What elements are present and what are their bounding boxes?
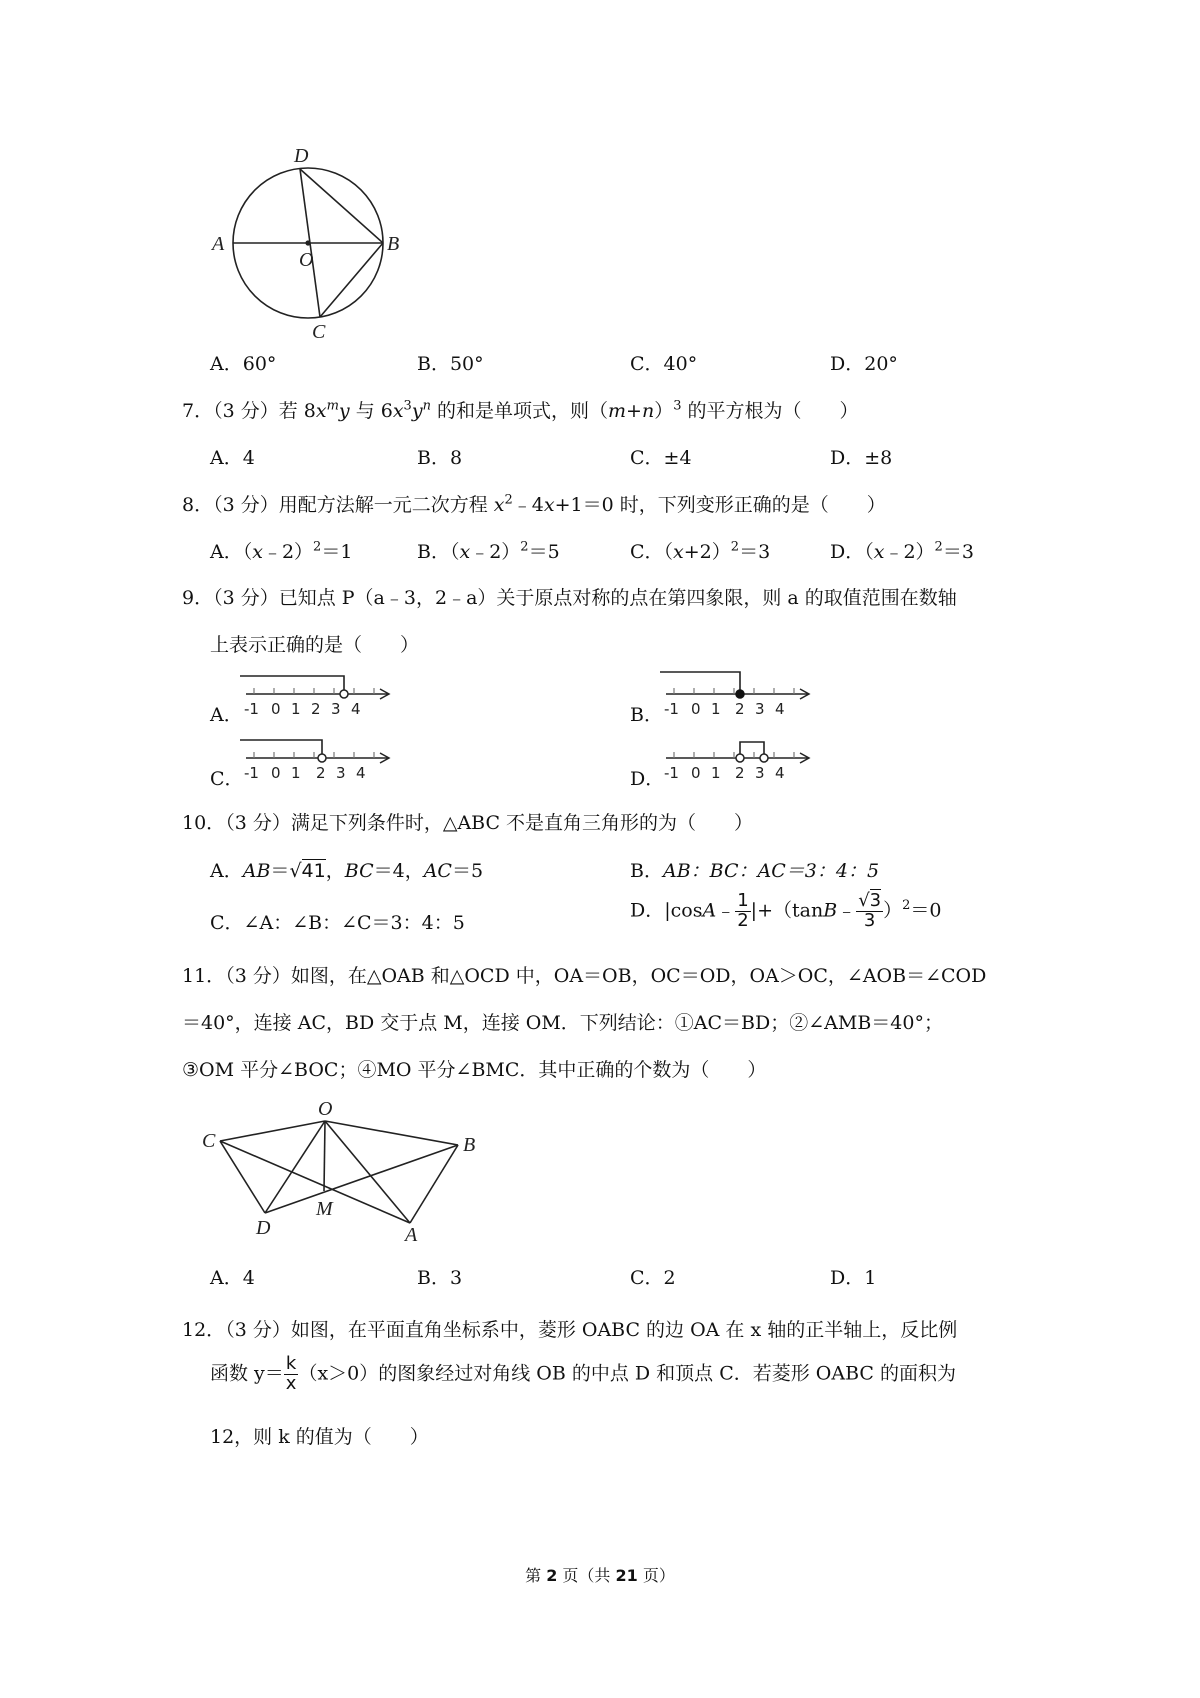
q12-stem-line1: 12．（3 分）如图，在平面直角坐标系中，菱形 OABC 的边 OA 在 x 轴的正半轴上，反比例 bbox=[182, 1319, 958, 1341]
q6-option-b: B．50° bbox=[417, 353, 484, 375]
q9-option-d-letter: D． bbox=[630, 768, 665, 790]
q9-numberline-d bbox=[660, 732, 820, 784]
q11-stem-line3: ③OM 平分∠BOC；④MO 平分∠BMC．其中正确的个数为（ ） bbox=[182, 1059, 767, 1081]
svg-text:1: 1 bbox=[711, 764, 721, 782]
q12-stem-line2: 函数 y＝ $\frac{k}{x}$ （x＞0）的图象经过对角线 OB 的中点 D 和顶点 C．若菱形 OABC 的面积为 bbox=[210, 1353, 956, 1394]
q9-stem-line1: 9．（3 分）已知点 P（a﹣3，2﹣a）关于原点对称的点在第四象限，则 a 的取值范围在数轴 bbox=[182, 587, 957, 609]
q8-option-b: B．（x﹣2）$^2$＝5 bbox=[417, 539, 560, 563]
svg-text:4: 4 bbox=[351, 700, 361, 718]
q9-option-a-letter: A． bbox=[210, 704, 243, 726]
q7-option-c: C．±4 bbox=[630, 447, 692, 469]
q9-numberline-b bbox=[660, 668, 820, 720]
label-A: A bbox=[405, 1224, 418, 1243]
q11-stem-line1: 11．（3 分）如图，在△OAB 和△OCD 中，OA＝OB，OC＝OD，OA＞OC，∠AOB＝∠COD bbox=[182, 965, 987, 987]
svg-text:-1: -1 bbox=[244, 764, 259, 782]
q7-option-d: D．±8 bbox=[830, 447, 893, 469]
q10-stem: 10．（3 分）满足下列条件时，△ABC 不是直角三角形的为（ ） bbox=[182, 812, 754, 834]
svg-text:0: 0 bbox=[271, 764, 281, 782]
q7-option-b: B．8 bbox=[417, 447, 463, 469]
q9-numberline-c bbox=[240, 732, 400, 784]
q11-option-d: D．1 bbox=[830, 1267, 877, 1289]
label-O: O bbox=[318, 1098, 333, 1120]
svg-text:4: 4 bbox=[775, 764, 785, 782]
q11-option-c: C．2 bbox=[630, 1267, 676, 1289]
q10-option-d: D．|cosA﹣ $\frac{1}{2}$ |+（tanB﹣ $\frac{√3}{3}$ ）$^2$＝0 bbox=[630, 890, 942, 931]
q11-stem-line2: ＝40°，连接 AC，BD 交于点 M，连接 OM．下列结论：①AC＝BD；②∠AMB＝40°； bbox=[182, 1012, 943, 1034]
svg-text:0: 0 bbox=[271, 700, 281, 718]
svg-text:-1: -1 bbox=[664, 764, 679, 782]
q10-option-c: C．∠A：∠B：∠C＝3：4：5 bbox=[210, 912, 465, 934]
q7-option-a: A．4 bbox=[210, 447, 255, 469]
q9-stem-line2: 上表示正确的是（ ） bbox=[210, 634, 420, 656]
label-B: B bbox=[387, 233, 400, 255]
svg-text:1: 1 bbox=[711, 700, 721, 718]
svg-text:1: 1 bbox=[291, 764, 301, 782]
label-A: A bbox=[212, 233, 225, 255]
svg-text:2: 2 bbox=[735, 700, 745, 718]
svg-text:1: 1 bbox=[291, 700, 301, 718]
label-C: C bbox=[312, 321, 326, 340]
svg-text:4: 4 bbox=[356, 764, 366, 782]
svg-text:0: 0 bbox=[691, 764, 701, 782]
svg-text:3: 3 bbox=[331, 700, 341, 718]
svg-text:2: 2 bbox=[311, 700, 321, 718]
q10-option-a: A．AB＝√41，BC＝4，AC＝5 bbox=[210, 860, 484, 882]
svg-text:4: 4 bbox=[775, 700, 785, 718]
q9-option-b-letter: B． bbox=[630, 704, 663, 726]
q9-option-c-letter: C． bbox=[210, 768, 244, 790]
svg-text:3: 3 bbox=[755, 700, 765, 718]
q11-option-a: A．4 bbox=[210, 1267, 255, 1289]
q10-option-b: B．AB：BC：AC＝3：4：5 bbox=[630, 860, 880, 882]
svg-text:-1: -1 bbox=[664, 700, 679, 718]
svg-text:2: 2 bbox=[316, 764, 326, 782]
q8-option-c: C．$(x+2)^2=3$ bbox=[630, 539, 771, 563]
label-D: D bbox=[256, 1217, 271, 1239]
svg-text:2: 2 bbox=[735, 764, 745, 782]
svg-text:3: 3 bbox=[755, 764, 765, 782]
q8-option-a: A．（x﹣2）$^2$＝1 bbox=[210, 539, 353, 563]
page-footer: 第 2 页（共 21 页） bbox=[525, 1566, 675, 1585]
svg-text:0: 0 bbox=[691, 700, 701, 718]
label-D: D bbox=[294, 145, 309, 167]
q6-option-c: C．40° bbox=[630, 353, 698, 375]
q9-numberline-a bbox=[240, 668, 400, 720]
svg-text:-1: -1 bbox=[244, 700, 259, 718]
q7-stem: 7．（3 分）若 $8x^my$ 与 $6x^3y^n$ 的和是单项式，则$(m+n)^3$ 的平方根为（ ） bbox=[182, 398, 859, 422]
svg-text:3: 3 bbox=[336, 764, 346, 782]
label-B: B bbox=[463, 1134, 476, 1156]
q8-stem: 8．（3 分）用配方法解一元二次方程 $x^2﹣4x+1=0$ 时，下列变形正确的是（ ） bbox=[182, 492, 886, 516]
q6-circle-figure bbox=[200, 140, 400, 340]
q11-option-b: B．3 bbox=[417, 1267, 463, 1289]
q11-triangles-figure bbox=[200, 1093, 490, 1243]
label-M: M bbox=[316, 1198, 333, 1220]
label-O: O bbox=[299, 249, 314, 271]
q6-option-a: A．60° bbox=[210, 353, 277, 375]
label-C: C bbox=[202, 1130, 216, 1152]
q12-stem-line3: 12，则 k 的值为（ ） bbox=[210, 1426, 429, 1448]
q6-option-d: D．20° bbox=[830, 353, 898, 375]
q8-option-d: D．（x﹣2）$^2$＝3 bbox=[830, 539, 974, 563]
